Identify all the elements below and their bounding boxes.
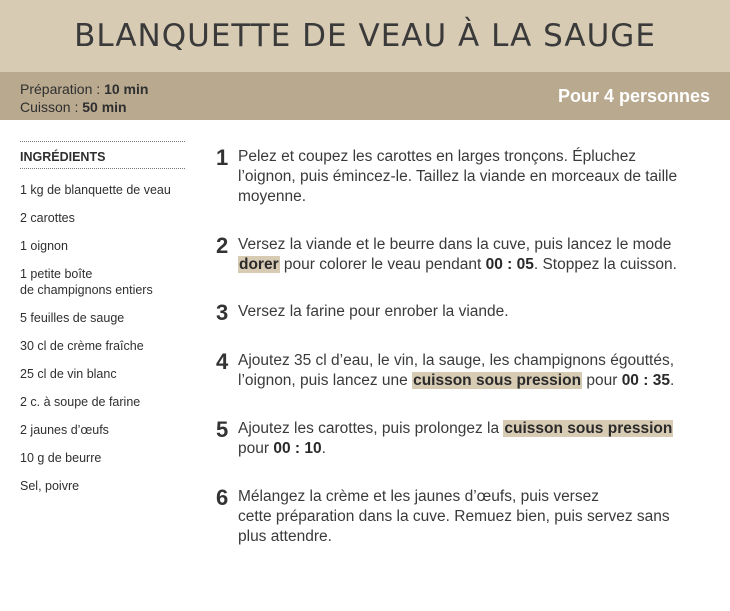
step-text-fragment: Mélangez la crème et les jaunes d’œufs, puis versez cette préparation dans la cuve. Remuez bien, puis servez sans plus attendre.: [238, 488, 670, 545]
step-text-fragment: Versez la viande et le beurre dans la cuve, puis lancez le mode: [238, 236, 672, 253]
step-text-fragment: pour: [582, 372, 622, 389]
ingredient-item: 1 oignon: [20, 239, 68, 253]
step-text-fragment: .: [321, 440, 326, 457]
ingredient-item: 25 cl de vin blanc: [20, 367, 117, 381]
step-text-fragment: Ajoutez 35 cl d’eau, le vin, la sauge, les champignons égouttés, l’oignon, puis lancez une: [238, 352, 674, 389]
step-text: [238, 419, 706, 459]
cook-value: 50 min: [82, 99, 127, 115]
step-text-fragment: . Stoppez la cuisson.: [533, 256, 677, 273]
ingredient-item: 2 jaunes d’œufs: [20, 423, 109, 437]
step-number: 1: [216, 145, 229, 170]
step-text-fragment: pour colorer le veau pendant: [279, 256, 486, 273]
highlighted-keyword: dorer: [239, 256, 279, 273]
step-text-fragment: Ajoutez les carottes, puis prolongez la: [238, 420, 504, 437]
recipe-title: BLANQUETTE DE VEAU À LA SAUGE: [74, 18, 656, 54]
ingredient-item: 2 c. à soupe de farine: [20, 395, 141, 409]
step-text: [238, 147, 706, 207]
step-number: 2: [216, 233, 229, 258]
ingredient-item: 10 g de beurre: [20, 451, 102, 465]
step-number: 6: [216, 485, 229, 510]
step-number: 5: [216, 417, 229, 442]
step-text-fragment: pour: [238, 440, 270, 457]
step-4: [216, 351, 706, 391]
timer-value: 00 : 10: [273, 440, 322, 457]
ingredient-item: 30 cl de crème fraîche: [20, 339, 144, 353]
ingredient-item: 5 feuilles de sauge: [20, 311, 125, 325]
step-1: [216, 147, 706, 207]
prep-value: 10 min: [104, 81, 149, 97]
step-text: [238, 351, 706, 391]
step-text: [238, 235, 706, 275]
cook-label: Cuisson :: [20, 99, 83, 115]
timer-value: 00 : 35: [621, 372, 670, 389]
step-text: [238, 487, 706, 547]
step-text-fragment: Versez la farine pour enrober la viande.: [238, 303, 509, 320]
timer-value: 00 : 05: [485, 256, 534, 273]
step-text-fragment: Pelez et coupez les carottes en larges tronçons. Épluchez l’oignon, puis émincez-le. Taillez la viande en morceaux de taille moyenne.: [238, 148, 678, 205]
prep-time: [20, 80, 148, 98]
step-5: [216, 419, 706, 459]
timing-info: [20, 80, 148, 116]
step-number: 3: [216, 300, 229, 325]
highlighted-keyword: cuisson sous pression: [504, 420, 673, 437]
ingredients-panel: [20, 141, 185, 494]
ingredients-list: [20, 182, 185, 494]
step-2: [216, 235, 706, 275]
title-bar: [0, 0, 730, 72]
step-text-fragment: .: [669, 372, 675, 389]
step-text: [238, 302, 706, 322]
ingredients-heading: INGRÉDIENTS: [20, 141, 185, 169]
highlighted-keyword: cuisson sous pression: [413, 372, 582, 389]
cook-time: [20, 98, 148, 116]
ingredient-item: 1 kg de blanquette de veau: [20, 183, 171, 197]
ingredient-item: 1 petite boîte de champignons entiers: [20, 267, 153, 297]
servings: Pour 4 personnes: [557, 86, 710, 106]
step-6: [216, 487, 706, 547]
ingredient-item: Sel, poivre: [20, 479, 80, 493]
ingredient-item: 2 carottes: [20, 211, 75, 225]
prep-label: Préparation :: [20, 81, 105, 97]
step-3: [216, 300, 706, 325]
step-number: 4: [216, 349, 229, 374]
